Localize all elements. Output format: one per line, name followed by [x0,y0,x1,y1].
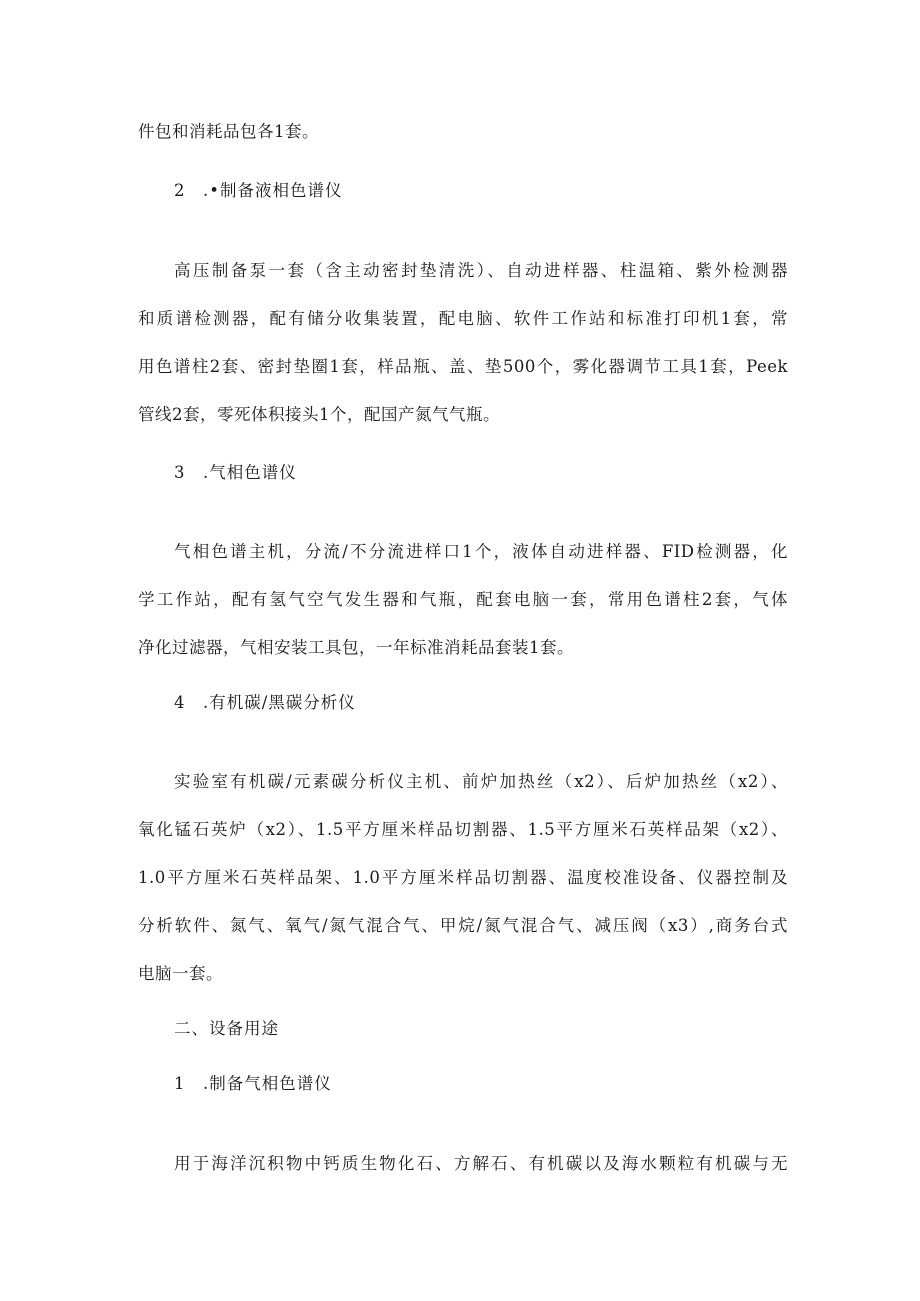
section-oc-ec-line: 1.0平方厘米石英样品架、1.0平方厘米样品切割器、温度校准设备、仪器控制及 [138,868,788,887]
section-oc-ec-line: 电脑一套。 [138,964,223,983]
section-gc-line: 净化过滤器，气相安装工具包，一年标准消耗品套装1套。 [138,638,574,657]
section-prep-lc-line: 用色谱柱2套、密封垫圈1套，样品瓶、盖、垫500个，雾化器调节工具1套，Peek [138,357,788,376]
section-gc-line: 学工作站，配有氢气空气发生器和气瓶，配套电脑一套，常用色谱柱2套，气体 [138,590,788,609]
chapter-two-subheading: 1 .制备气相色谱仪 [174,1074,332,1093]
section-oc-ec-line: 实验室有机碳/元素碳分析仪主机、前炉加热丝（x2）、后炉加热丝（x2）、 [174,772,788,791]
section-oc-ec-line: 氧化锰石英炉（x2）、1.5平方厘米样品切割器、1.5平方厘米石英样品架（x2）、 [138,820,788,839]
section-prep-lc-line: 管线2套，零死体积接头1个，配国产氮气气瓶。 [138,405,500,424]
chapter-two-heading: 二、设备用途 [174,1019,279,1038]
intro-tail-text: 件包和消耗品包各1套。 [138,122,319,141]
section-oc-ec-line: 分析软件、氮气、氧气/氮气混合气、甲烷/氮气混合气、减压阀（x3）,商务台式 [138,916,788,935]
section-prep-lc-heading: 2 .•制备液相色谱仪 [174,181,343,200]
section-prep-lc-line: 和质谱检测器，配有储分收集装置，配电脑、软件工作站和标准打印机1套，常 [138,309,788,328]
chapter-two-line: 用于海洋沉积物中钙质生物化石、方解石、有机碳以及海水颗粒有机碳与无 [174,1154,788,1173]
section-gc-heading: 3 .气相色谱仪 [174,463,297,482]
section-prep-lc-line: 高压制备泵一套（含主动密封垫清洗）、自动进样器、柱温箱、紫外检测器 [174,261,788,280]
section-gc-line: 气相色谱主机，分流/不分流进样口1个，液体自动进样器、FID检测器，化 [174,542,788,561]
section-oc-ec-heading: 4 .有机碳/黑碳分析仪 [174,693,356,712]
